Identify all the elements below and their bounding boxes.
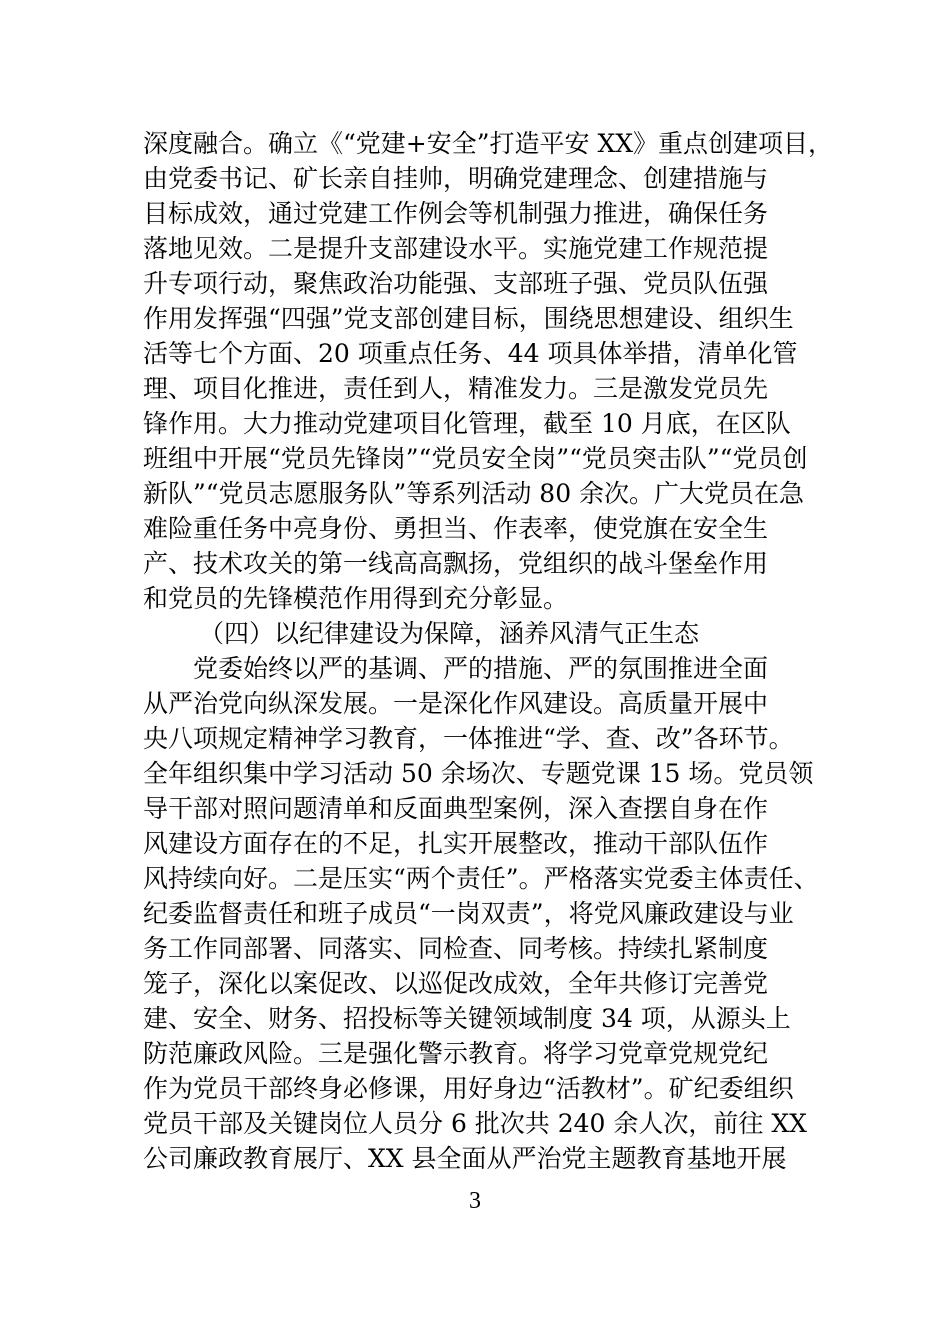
text-line: 升专项行动，聚焦政治功能强、支部班子强、党员队伍强 [143, 269, 769, 298]
text-line: 从严治党向纵深发展。一是深化作风建设。高质量开展中 [143, 689, 769, 718]
text-line: 活等七个方面、20 项重点任务、44 项具体举措，清单化管 [143, 339, 798, 368]
text-line: 产、技术攻关的第一线高高飘扬，党组织的战斗堡垒作用 [143, 549, 769, 578]
page-number: 3 [469, 1188, 481, 1214]
section-heading: （四）以纪律建设为保障，涵养风清气正生态 [199, 619, 700, 648]
text-line: 由党委书记、矿长亲自挂帅，明确党建理念、创建措施与 [143, 164, 769, 193]
text-line: 导干部对照问题清单和反面典型案例，深入查摆自身在作 [143, 794, 769, 823]
body-text [143, 126, 843, 1176]
text-line: 风建设方面存在的不足，扎实开展整改，推动干部队伍作 [143, 829, 769, 858]
text-line: 央八项规定精神学习教育，一体推进“学、查、改”各环节。 [143, 724, 794, 753]
text-line: 笼子，深化以案促改、以巡促改成效，全年共修订完善党 [143, 969, 769, 998]
text-line: 和党员的先锋模范作用得到充分彰显。 [143, 584, 569, 613]
text-line: 风持续向好。二是压实“两个责任”。严格落实党委主体责任、 [143, 864, 819, 893]
text-line: 防范廉政风险。三是强化警示教育。将学习党章党规党纪 [143, 1039, 769, 1068]
text-line: 建、安全、财务、招投标等关键领域制度 34 项，从源头上 [143, 1004, 791, 1033]
text-line: 作用发挥强“四强”党支部创建目标，围绕思想建设、组织生 [143, 304, 794, 333]
text-line: 深度融合。确立《“党建+安全”打造平安 XX》重点创建项目， [143, 129, 834, 158]
text-line: 新队”“党员志愿服务队”等系列活动 80 余次。广大党员在急 [143, 479, 805, 508]
text-line: 公司廉政教育展厅、XX 县全面从严治党主题教育基地开展 [143, 1144, 787, 1173]
text-line: 班组中开展“党员先锋岗”“党员安全岗”“党员突击队”“党员创 [143, 444, 808, 473]
text-line: 党委始终以严的基调、严的措施、严的氛围推进全面 [193, 654, 769, 683]
text-line: 难险重任务中亮身份、勇担当、作表率，使党旗在安全生 [143, 514, 769, 543]
text-line: 党员干部及关键岗位人员分 6 批次共 240 余人次，前往 XX [143, 1109, 807, 1138]
text-line: 锋作用。大力推动党建项目化管理，截至 10 月底，在区队 [143, 409, 791, 438]
text-line: 纪委监督责任和班子成员“一岗双责”，将党风廉政建设与业 [143, 899, 794, 928]
text-line: 全年组织集中学习活动 50 余场次、专题党课 15 场。党员领 [143, 759, 814, 788]
text-line: 落地见效。二是提升支部建设水平。实施党建工作规范提 [143, 234, 769, 263]
text-line: 务工作同部署、同落实、同检查、同考核。持续扎紧制度 [143, 934, 769, 963]
text-line: 目标成效，通过党建工作例会等机制强力推进，确保任务 [143, 199, 769, 228]
text-line: 理、项目化推进，责任到人，精准发力。三是激发党员先 [143, 374, 769, 403]
text-line: 作为党员干部终身必修课，用好身边“活教材”。矿纪委组织 [143, 1074, 794, 1103]
